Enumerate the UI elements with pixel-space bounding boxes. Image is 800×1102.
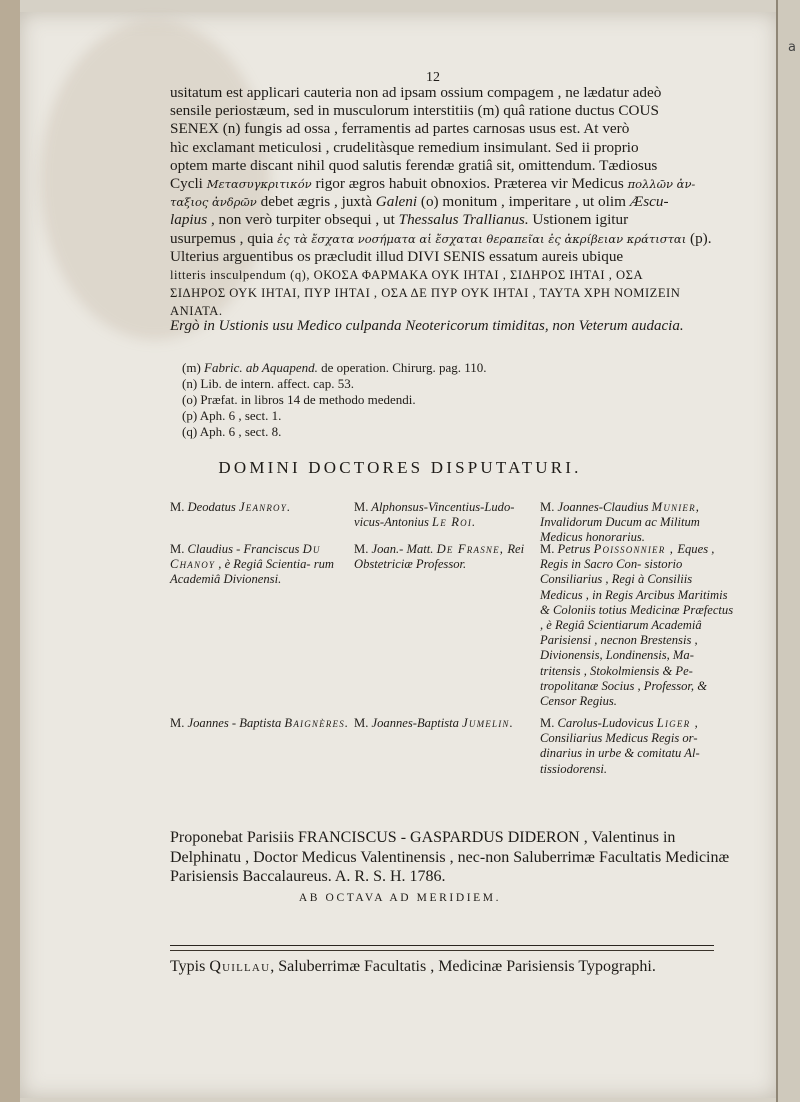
paragraph-line (170, 193, 722, 211)
footnote-mark: (p) (182, 408, 198, 423)
doctor-entry (170, 542, 350, 588)
text-span: rigor ægros habuit obnoxios. Præterea vir Medicus (315, 175, 624, 193)
paragraph-line (170, 211, 722, 229)
doctor-entry (354, 542, 536, 572)
doctor-title: Invalidorum Ducum ac Militum Medicus honorarius. (540, 515, 700, 545)
paragraph-line: SENEX (n) fungis ad ossa , ferramentis ad partes carnosas usus est. At verò (170, 120, 630, 138)
page-number: 12 (426, 70, 440, 85)
doctor-surname: Le Roi. (432, 515, 477, 530)
doctor-surname: De Frasne, (436, 542, 505, 556)
printer-imprint (170, 958, 730, 976)
imprint-text: Typis (170, 958, 206, 975)
footnote-mark: (q) (182, 424, 198, 439)
footnote (182, 424, 487, 440)
greek-text: πολλῶν ἀν- (627, 177, 696, 192)
doctor-name: Carolus-Ludovicus (557, 716, 654, 730)
footnote (182, 360, 487, 376)
proponebat-paragraph: Proponebat Parisiis FRANCISCUS - GASPARDUS DIDERON , Valentinus in Delphinatu , Doctor Medicus Valentinensis , nec-non Saluberrimæ Facultatis Medicinæ Parisiensis Baccalaureus. A. R. S. H. 1786. (170, 829, 730, 885)
main-paragraph (170, 84, 722, 321)
text-span: debet ægris , juxtà (260, 193, 372, 211)
doctor-prefix: M. (540, 716, 555, 730)
doctor-surname: Jeanroy. (238, 500, 292, 514)
doctor-name: Joannes-Baptista (371, 716, 459, 730)
text-span: (o) monitum , imperitare , ut olim (420, 193, 626, 211)
paragraph-line (170, 175, 722, 193)
doctor-prefix: M. (170, 500, 185, 514)
text-span: usurpemus , quia (170, 229, 274, 247)
italic-text: Galeni (375, 193, 418, 211)
doctor-prefix: M. (170, 716, 185, 730)
doctor-title: , è Regiâ Scientia- rum Academiâ Divionensi. (170, 557, 335, 587)
footnote (182, 376, 487, 392)
divider-rule (170, 945, 714, 946)
footnote-text: Præfat. in libros 14 de methodo medendi. (200, 392, 416, 407)
paragraph-line: ΣΙΔΗΡΟΣ ΟΥΚ ΙΗΤΑΙ, ΠΥΡ ΙΗΤΑΙ , ΟΣΑ ΔΕ ΠΥΡ ΟΥΚ ΙΗΤΑΙ , ΤΑΥΤΑ ΧΡΗ ΝΟΜΙΖΕΙΝ (170, 286, 681, 301)
paragraph-line: sensile periostæum, sed in musculorum interstitiis (m) quâ ratione ductus COUS (170, 102, 659, 120)
doctor-name: Joan.- Matt. (371, 542, 434, 556)
doctor-prefix: M. (354, 542, 369, 556)
disputation-time: AB OCTAVA AD MERIDIEM. (298, 892, 502, 904)
paragraph-line (170, 230, 722, 248)
doctor-name: Alphonsus-Vincentius-Ludo- vicus-Antonius (354, 500, 515, 530)
paragraph-line: usitatum est applicari cauteria non ad ipsam ossium compagem , ne lædatur adeò (170, 84, 662, 101)
doctor-name: Deodatus (187, 500, 236, 514)
text-span: Ustionem igitur (532, 211, 629, 229)
footnote (182, 408, 487, 424)
greek-text: ταξιος ἀνδρῶν (170, 195, 257, 210)
footnotes (182, 360, 487, 440)
paragraph-line: ΑΝΙΑΤΑ. (170, 304, 223, 319)
doctor-surname: Munier, (651, 500, 701, 514)
footnote-text: Aph. 6 , sect. 8. (199, 424, 282, 439)
doctor-name: Joannes - Baptista (187, 716, 282, 730)
section-heading: DOMINI DOCTORES DISPUTATURI. (218, 458, 582, 477)
paragraph-line: litteris insculpendum (q), ΟΚΟΣΑ ΦΑΡΜΑΚΑ ΟΥΚ ΙΗΤΑΙ , ΣΙΔΗΡΟΣ ΙΗΤΑΙ , ΟΣΑ (170, 268, 644, 283)
imprint-text: , Saluberrimæ Facultatis , Medicinæ Parisiensis Typographi. (270, 958, 656, 975)
doctor-entry (170, 716, 350, 731)
doctor-prefix: M. (170, 542, 185, 556)
doctor-entry (540, 542, 736, 709)
text-span: , non verò turpiter obsequi , ut (210, 211, 395, 229)
italic-text: lapius (170, 211, 208, 229)
adjacent-page-edge (776, 0, 800, 1102)
doctor-entry (354, 500, 536, 530)
doctor-entry (354, 716, 536, 731)
book-binding-edge (0, 0, 20, 1102)
greek-text: ἐς τὰ ἔσχατα νοσήματα αἱ ἔσχαται θεραπεῖαι ἐς ἀκρίβειαν κράτισται (277, 231, 687, 246)
doctor-entry (540, 500, 736, 546)
doctor-surname: Du Chanoy (170, 542, 321, 572)
footnote-text: de operation. Chirurg. pag. 110. (321, 360, 487, 375)
footnote-text: Lib. de intern. affect. cap. 53. (200, 376, 354, 391)
doctor-surname: Baignères. (284, 716, 350, 730)
paragraph-line: hìc exclamant meticulosi , crudelitàsque remedium insimulant. Sed ii proprio (170, 138, 639, 156)
footnote-mark: (m) (182, 360, 201, 375)
doctor-title: Consiliarius Medicus Regis or- dinarius in urbe & comitatu Al- tissiodorensi. (540, 731, 700, 776)
divider-rule (170, 950, 714, 951)
doctor-surname: Poissonnier , (593, 542, 675, 556)
edge-letter: a (788, 40, 796, 55)
doctor-entry (170, 500, 350, 515)
doctor-name: Claudius - Franciscus (187, 542, 300, 556)
paragraph-line: optem marte discant nihil quod salutis ferendæ gratiâ sit, omittendum. Tædiosus (170, 156, 658, 174)
doctor-title: Rei Obstetriciæ Professor. (354, 542, 525, 572)
italic-text: Thessalus Trallianus. (398, 211, 529, 229)
doctor-name: Petrus (557, 542, 591, 556)
doctor-prefix: M. (354, 500, 369, 514)
footnote-text: Aph. 6 , sect. 1. (199, 408, 282, 423)
footnote (182, 392, 487, 408)
footnote-mark: (o) (182, 392, 198, 407)
printer-name: Quillau (209, 958, 271, 975)
footnote-italic: Fabric. ab Aquapend. (204, 360, 318, 375)
doctor-surname: Jumelin. (462, 716, 514, 730)
doctor-prefix: M. (354, 716, 369, 730)
text-span: (p). (690, 229, 712, 247)
doctor-entry (540, 716, 736, 777)
italic-text: Æscu- (629, 193, 669, 211)
doctor-prefix: M. (540, 500, 555, 514)
greek-text: Μετασυγκριτικόν (206, 177, 312, 192)
paragraph-line: Ulterius arguentibus os præcludit illud DIVI SENIS essatum aureis ubique (170, 247, 624, 265)
doctor-prefix: M. (540, 542, 555, 556)
conclusion-statement: Ergò in Ustionis usu Medico culpanda Neotericorum timiditas, non Veterum audacia. (170, 318, 684, 334)
footnote-mark: (n) (182, 376, 198, 391)
doctor-surname: Liger , (656, 716, 699, 730)
text-span: Cycli (170, 175, 203, 193)
doctor-title: Eques , Regis in Sacro Con- sistorio Consiliarius , Regi à Consiliis Medicus , in Regis Arcibus Maritimis & Coloniis totius Medicinæ Præfectus , è Regiâ Scientiarum Academiâ Parisiensi , necnon Brestensis , Divionensis, Londinensis, Ma- tritensis , Stokolmiensis & Pe- tropolitanæ Socius , Professor, & Censor Regius. (540, 542, 734, 709)
doctor-name: Joannes-Claudius (557, 500, 649, 514)
